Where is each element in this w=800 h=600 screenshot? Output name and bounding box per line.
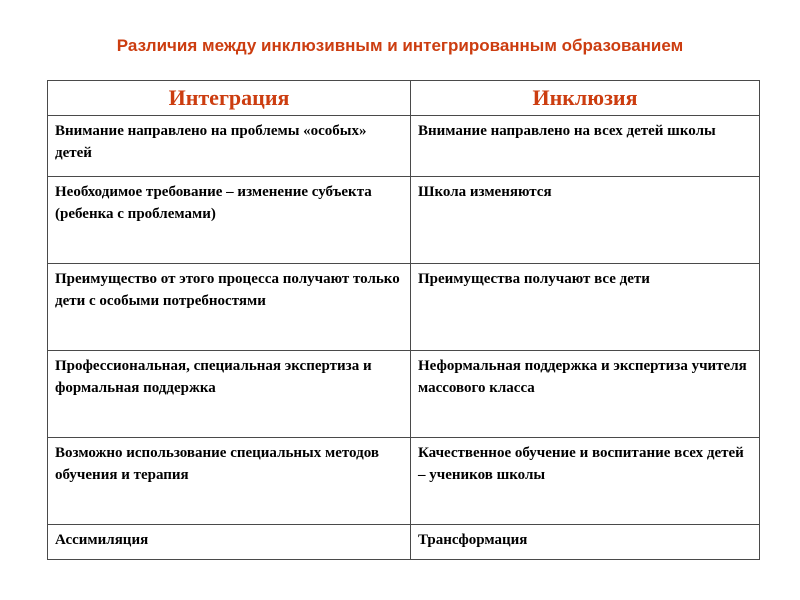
inclusion-cell: Неформальная поддержка и экспертиза учителя массового класса [411,351,760,438]
integration-cell: Возможно использование специальных методов обучения и терапия [48,438,411,525]
inclusion-cell: Школа изменяются [411,177,760,264]
table-row [48,177,760,264]
table-row [48,116,760,177]
integration-cell: Преимущество от этого процесса получают только дети с особыми потребностями [48,264,411,351]
integration-cell: Ассимиляция [48,525,411,560]
page-title: Различия между инклюзивным и интегрированным образованием [116,36,684,55]
table-row [48,264,760,351]
table-header-row [48,81,760,116]
inclusion-cell: Трансформация [411,525,760,560]
inclusion-cell: Внимание направлено на всех детей школы [411,116,760,177]
header-integration: Интеграция [48,81,411,116]
comparison-table [47,80,760,560]
integration-cell: Профессиональная, специальная экспертиза и формальная поддержка [48,351,411,438]
integration-cell: Необходимое требование – изменение субъекта (ребенка с проблемами) [48,177,411,264]
table-row [48,525,760,560]
table-row [48,438,760,525]
inclusion-cell: Преимущества получают все дети [411,264,760,351]
header-inclusion: Инклюзия [411,81,760,116]
integration-cell: Внимание направлено на проблемы «особых» детей [48,116,411,177]
inclusion-cell: Качественное обучение и воспитание всех детей – учеников школы [411,438,760,525]
table-row [48,351,760,438]
